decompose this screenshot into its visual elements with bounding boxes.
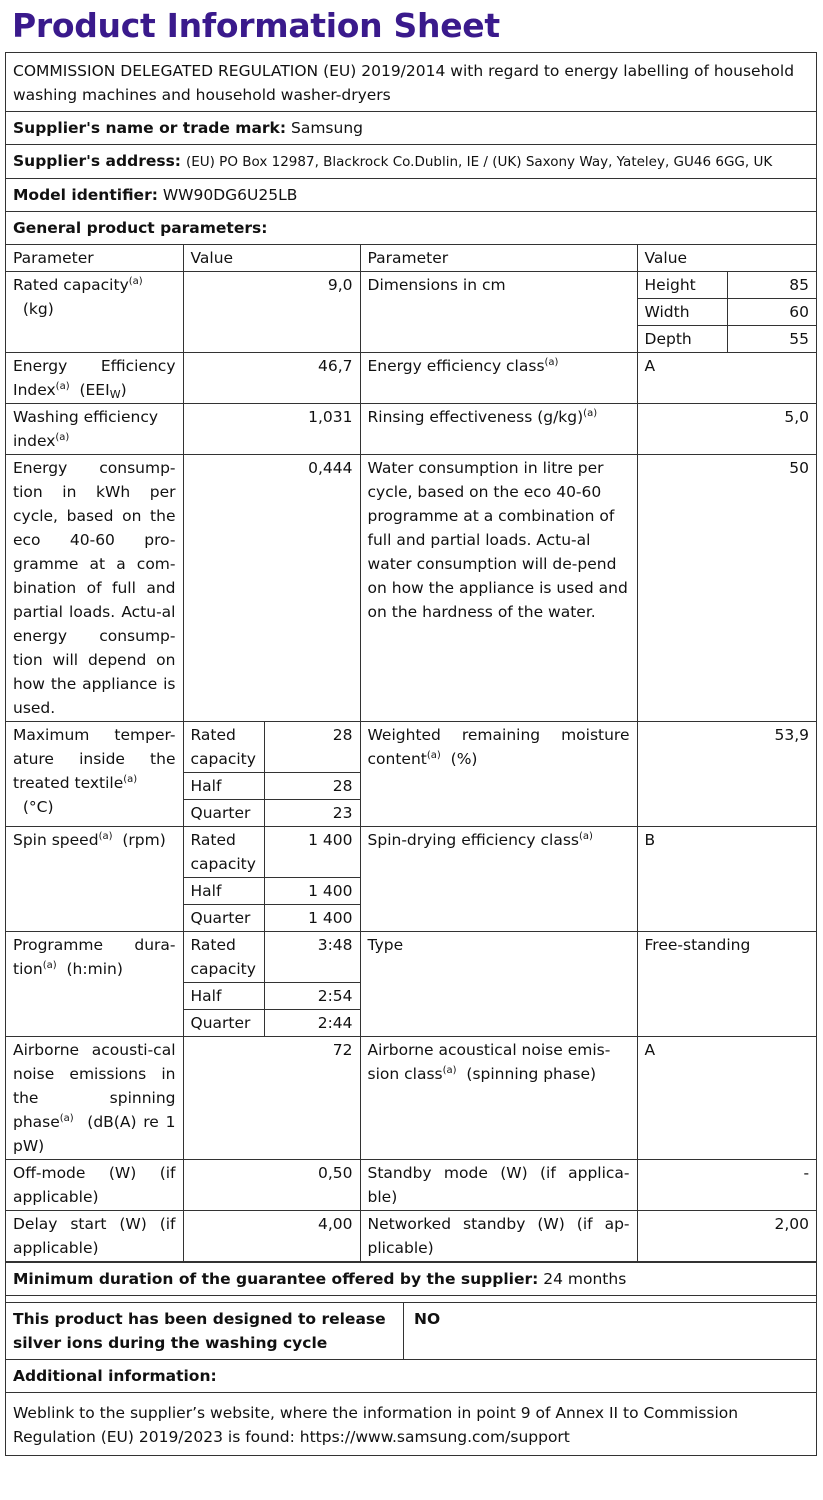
spin-half-value: 1 400 [264, 878, 360, 905]
spin-class-label: Spin-drying efficiency class$^{(a)}$ [360, 827, 637, 932]
duration-half-value: 2:54 [264, 983, 360, 1010]
standby-value: - [637, 1160, 816, 1211]
noise-label: Airborne acousti-cal noise emissions in the spinning phase$^{(a)}$ (dB(A) re 1 pW) [6, 1037, 183, 1160]
max-temp-quarter-value: 23 [264, 800, 360, 827]
table-row [6, 1211, 816, 1262]
supplier-address-label: Supplier's address: [13, 152, 181, 170]
max-temperature-label: Maximum temper-ature inside the treated textile$^{(a)}$ (°C) [6, 722, 183, 827]
depth-value: 55 [727, 326, 816, 353]
table-row [6, 827, 816, 878]
spin-quarter-value: 1 400 [264, 905, 360, 932]
general-parameters-heading: General product parameters: [6, 212, 816, 245]
moisture-value: 53,9 [637, 722, 816, 827]
duration-label: Programme dura-tion$^{(a)}$ (h:min) [6, 932, 183, 1037]
max-temp-half-value: 28 [264, 773, 360, 800]
silver-ions-value: NO [414, 1310, 441, 1328]
off-mode-label: Off-mode (W) (if applicable) [6, 1160, 183, 1211]
supplier-address: (EU) PO Box 12987, Blackrock Co.Dublin, IE / (UK) Saxony Way, Yateley, GU46 6GG, UK [185, 154, 773, 170]
table-row [6, 932, 816, 983]
energy-class-label: Energy efficiency class$^{(a)}$ [360, 353, 637, 404]
max-temp-rated-value: 28 [264, 722, 360, 773]
max-temp-quarter-label: Quarter [183, 800, 264, 827]
noise-class-label: Airborne acoustical noise emis-sion class$^{(a)}$ (spinning phase) [360, 1037, 637, 1160]
weblink-text: Weblink to the supplier’s website, where the information in point 9 of Annex II to Commission Regulation (EU) 2019/2023 is found: https://www.samsung.com/support [13, 1404, 739, 1446]
eei-value: 46,7 [183, 353, 360, 404]
regulation-text: COMMISSION DELEGATED REGULATION (EU) 2019/2014 with regard to energy labelling of household washing machines and household washer-dryers [6, 53, 816, 112]
dimensions-label: Dimensions in cm [360, 272, 637, 353]
noise-class-value: A [637, 1037, 816, 1160]
silver-ions-label: This product has been designed to release silver ions during the washing cycle [6, 1303, 404, 1359]
energy-consumption-value: 0,444 [183, 455, 360, 722]
rated-capacity-value: 9,0 [183, 272, 360, 353]
type-label: Type [360, 932, 637, 1037]
spin-rated-value: 1 400 [264, 827, 360, 878]
header-parameter-2: Parameter [360, 245, 637, 272]
width-value: 60 [727, 299, 816, 326]
rinsing-label: Rinsing effectiveness $(g/kg)^{(a)}$ [360, 404, 637, 455]
supplier-name-label: Supplier's name or trade mark: [13, 119, 287, 137]
width-label: Width [637, 299, 727, 326]
info-sheet [5, 52, 817, 1456]
duration-quarter-label: Quarter [183, 1010, 264, 1037]
model-identifier: WW90DG6U25LB [162, 186, 298, 204]
supplier-name-row [6, 112, 816, 145]
noise-value: 72 [183, 1037, 360, 1160]
silver-ions-row [6, 1302, 816, 1360]
duration-quarter-value: 2:44 [264, 1010, 360, 1037]
spin-speed-label: Spin speed$^{(a)}$ (rpm) [6, 827, 183, 932]
spin-class-value: B [637, 827, 816, 932]
height-label: Height [637, 272, 727, 299]
header-value: Value [183, 245, 360, 272]
rinsing-value: 5,0 [637, 404, 816, 455]
delay-start-value: 4,00 [183, 1211, 360, 1262]
spin-rated-label: Rated capacity [183, 827, 264, 878]
model-label: Model identifier: [13, 186, 158, 204]
guarantee-row [6, 1263, 816, 1296]
page-title: Product Information Sheet [12, 6, 500, 45]
washing-efficiency-value: 1,031 [183, 404, 360, 455]
delay-start-label: Delay start (W) (if applicable) [6, 1211, 183, 1262]
energy-consumption-label: Energy consump-tion in kWh per cycle, based on the eco 40-60 pro-gramme at a com-bination of full and partial loads. Actu-al energy consump-tion will depend on how the appliance is used. [6, 455, 183, 722]
parameters-table [6, 245, 816, 1262]
additional-info-heading: Additional information: [6, 1360, 816, 1393]
max-temp-half-label: Half [183, 773, 264, 800]
table-row [6, 1037, 816, 1160]
rated-capacity-label: Rated capacity$^{(a)}$ (kg) [6, 272, 183, 353]
washing-efficiency-label: Washing efficiency index$^{(a)}$ [6, 404, 183, 455]
table-row [6, 272, 816, 299]
networked-standby-value: 2,00 [637, 1211, 816, 1262]
table-row [6, 722, 816, 773]
off-mode-value: 0,50 [183, 1160, 360, 1211]
model-row [6, 179, 816, 212]
table-row [6, 455, 816, 722]
duration-rated-value: 3:48 [264, 932, 360, 983]
supplier-address-row [6, 145, 816, 179]
header-value-2: Value [637, 245, 816, 272]
table-row [6, 404, 816, 455]
water-consumption-label: Water consumption in litre per cycle, based on the eco 40-60 programme at a combination of full and partial loads. Actu-al water consumption will de-pend on how the appliance is used and on the hardness of the water. [360, 455, 637, 722]
type-value: Free-standing [637, 932, 816, 1037]
eei-label: Energy Efficiency Index$^{(a)}$ $(EEI_W)$ [6, 353, 183, 404]
duration-rated-label: Rated capacity [183, 932, 264, 983]
supplier-name: Samsung [291, 119, 363, 137]
depth-label: Depth [637, 326, 727, 353]
standby-label: Standby mode (W) (if applica-ble) [360, 1160, 637, 1211]
guarantee-value: 24 months [543, 1270, 627, 1288]
max-temp-rated-label: Rated capacity [183, 722, 264, 773]
table-row [6, 353, 816, 404]
water-consumption-value: 50 [637, 455, 816, 722]
spin-half-label: Half [183, 878, 264, 905]
networked-standby-label: Networked standby (W) (if ap-plicable) [360, 1211, 637, 1262]
height-value: 85 [727, 272, 816, 299]
spin-quarter-label: Quarter [183, 905, 264, 932]
guarantee-label: Minimum duration of the guarantee offered by the supplier: [13, 1270, 539, 1288]
energy-class-value: A [637, 353, 816, 404]
table-header-row [6, 245, 816, 272]
table-row [6, 1160, 816, 1211]
parameters-table-wrap [6, 245, 816, 1263]
header-parameter: Parameter [6, 245, 183, 272]
moisture-label: Weighted remaining moisture content$^{(a)}$ (%) [360, 722, 637, 827]
duration-half-label: Half [183, 983, 264, 1010]
